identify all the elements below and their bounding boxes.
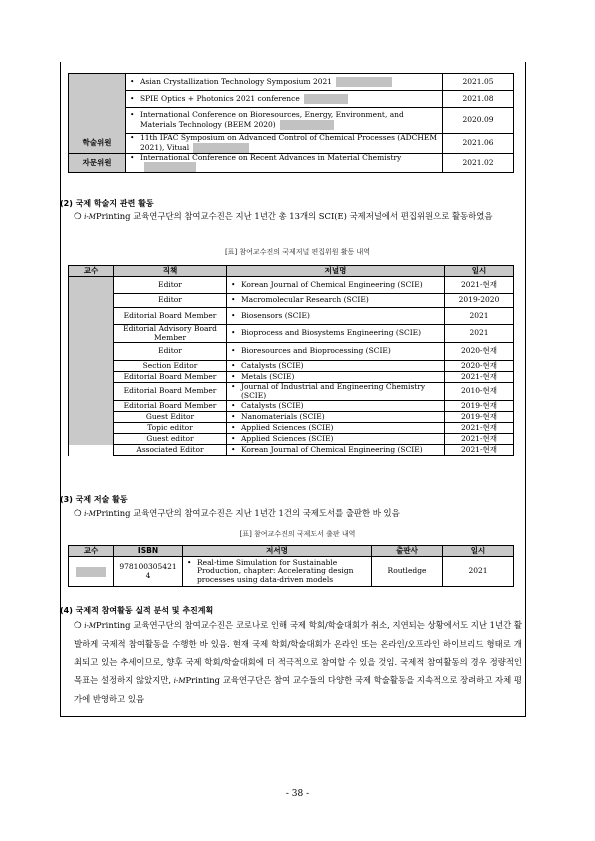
date-cell: 2020-현재 <box>445 343 514 361</box>
position-cell: Editor <box>114 343 227 361</box>
journal-cell: • Biosensors (SCIE) <box>227 308 445 325</box>
date-cell: 2021-현재 <box>445 277 514 294</box>
editor-row <box>69 343 514 361</box>
table3-caption: [표] 참여교수진의 국제도서 출판 내역 <box>239 530 356 538</box>
date-cell: 2021-현재 <box>445 434 514 445</box>
date-cell: 2020-현재 <box>445 361 514 372</box>
journal-cell: • Korean Journal of Chemical Engineering (SCIE) <box>227 277 445 294</box>
conference-name: • 11th IFAC Symposium on Advanced Control of Chemical Processes (ADCHEM 2021), Vitual <box>126 134 443 154</box>
date-cell: 2021 <box>445 325 514 343</box>
role-cell: 학술위원 <box>69 134 126 154</box>
editor-row <box>69 412 514 423</box>
journal-cell: • Catalysts (SCIE) <box>227 361 445 372</box>
redacted-professor <box>69 343 114 361</box>
journal-cell: • Catalysts (SCIE) <box>227 401 445 412</box>
journal-cell: • Macromolecular Research (SCIE) <box>227 294 445 308</box>
book-title: • Real-time Simulation for Sustainable Production, chapter: Accelerating design processes using data-driven models <box>183 557 372 587</box>
position-cell: Editor <box>114 277 227 294</box>
redacted-professor <box>69 294 114 308</box>
section2-heading: (2) 국제 학술지 관련 활동 <box>60 199 154 208</box>
imprinting-mark: i-M <box>84 213 96 221</box>
col-position: 직책 <box>114 266 227 277</box>
journal-cell: • Metals (SCIE) <box>227 372 445 383</box>
journal-cell: • Bioresources and Bioprocessing (SCIE) <box>227 343 445 361</box>
editor-row <box>69 383 514 401</box>
editor-row <box>69 423 514 434</box>
book-date: 2021 <box>443 557 514 587</box>
conference-row <box>69 74 514 91</box>
page-number: - 38 - <box>285 789 310 799</box>
redacted-professor <box>69 277 114 294</box>
conference-date: 2021.05 <box>443 74 514 91</box>
redacted-professor <box>69 401 114 412</box>
editor-row <box>69 372 514 383</box>
journal-cell: • Korean Journal of Chemical Engineering (SCIE) <box>227 445 445 456</box>
journal-cell: • Applied Sciences (SCIE) <box>227 434 445 445</box>
editor-row <box>69 308 514 325</box>
conference-name: • International Conference on Bioresources, Energy, Environment, and Materials Technology (BEEM 2020) <box>126 108 443 134</box>
position-cell: Guest editor <box>114 434 227 445</box>
redacted-professor <box>69 434 114 445</box>
section4-paragraph: ❍ i-MPrinting 교육연구단의 참여교수진은 코로나로 인해 국제 학회/학술대회가 취소, 지연되는 상황에서도 지난 1년간 활발하게 국제적 참여활동을 수행한 바 있음. 현재 국제 학회/학술대회가 온라인 또는 온라인/오프라인 하이브리드 형태로 개최되고 있는 추세이므로, 향후 국제 학회/학술대회에 더 적극적으로 참여할 수 있을 것임. 국제적 참여활동의 경우 정량적인 목표는 설정하지 않았지만, i-MPrinting 교육연구단은 참여 교수들의 다양한 국제 학술활동을 지속적으로 장려하고 자체 평가에 반영하고 있음 <box>74 620 523 704</box>
date-cell: 2019-현재 <box>445 412 514 423</box>
conference-name: • International Conference on Recent Advances in Material Chemistry <box>126 153 443 173</box>
journal-cell: • Journal of Industrial and Engineering Chemistry (SCIE) <box>227 383 445 401</box>
editor-table <box>68 265 514 456</box>
conference-row <box>69 108 514 134</box>
conference-row <box>69 134 514 154</box>
position-cell: Editorial Board Member <box>114 401 227 412</box>
redacted-professor <box>69 361 114 372</box>
journal-cell: • Bioprocess and Biosystems Engineering (SCIE) <box>227 325 445 343</box>
book-table: 교수 ISBN 저서명 출판사 일시 9781003054214 • Real-time Simulation for Sustainable Production, chapter: Accelerating design processes using data-driven models Routledge 2021 <box>68 545 514 587</box>
date-cell: 2010-현재 <box>445 383 514 401</box>
redacted-block <box>280 120 334 130</box>
position-cell: Editorial Board Member <box>114 372 227 383</box>
editor-row <box>69 277 514 294</box>
role-cell <box>69 91 126 108</box>
redacted-professor <box>69 383 114 401</box>
conference-row <box>69 153 514 173</box>
role-cell: 자문위원 <box>69 153 126 173</box>
redacted-professor <box>69 557 114 587</box>
redacted-block <box>193 143 249 153</box>
col-date: 일시 <box>445 266 514 277</box>
section3-paragraph: ❍ i-MPrinting 교육연구단의 참여교수진은 지난 1년간 1건의 국제도서를 출판한 바 있음 <box>74 508 400 518</box>
position-cell: Editorial Board Member <box>114 383 227 401</box>
editor-row <box>69 445 514 456</box>
role-cell <box>69 74 126 91</box>
position-cell: Guest Editor <box>114 412 227 423</box>
conference-date: 2020.09 <box>443 108 514 134</box>
redacted-professor <box>69 445 114 456</box>
redacted-professor <box>69 308 114 325</box>
position-cell: Topic editor <box>114 423 227 434</box>
section2-paragraph: ❍ i-MPrinting 교육연구단의 참여교수진은 지난 1년간 총 13개의 SCI(E) 국제저널에서 편집위원으로 활동하였음 <box>74 211 493 221</box>
editor-row <box>69 294 514 308</box>
date-cell: 2021 <box>445 308 514 325</box>
redacted-block <box>144 162 196 172</box>
table2-caption: [표] 참여교수진의 국제저널 편집위원 활동 내역 <box>224 248 371 256</box>
editor-row <box>69 401 514 412</box>
conference-date: 2021.02 <box>443 153 514 173</box>
col-professor: 교수 <box>69 266 114 277</box>
redacted-professor <box>69 412 114 423</box>
position-cell: Editorial Board Member <box>114 308 227 325</box>
redacted-professor <box>69 423 114 434</box>
position-cell: Associated Editor <box>114 445 227 456</box>
date-cell: 2021-현재 <box>445 423 514 434</box>
section3-heading: (3) 국제 저술 활동 <box>60 495 128 504</box>
editor-row <box>69 325 514 343</box>
position-cell: Editor <box>114 294 227 308</box>
role-cell <box>69 108 126 134</box>
journal-cell: • Applied Sciences (SCIE) <box>227 423 445 434</box>
col-journal: 저널명 <box>227 266 445 277</box>
redacted-professor <box>69 372 114 383</box>
redacted-professor <box>69 325 114 343</box>
section4-heading: (4) 국제적 참여활동 실적 분석 및 추진계획 <box>60 606 214 615</box>
publisher-cell: Routledge <box>372 557 443 587</box>
conference-name: • SPIE Optics + Photonics 2021 conference <box>126 91 443 108</box>
editor-row <box>69 361 514 372</box>
date-cell: 2021-현재 <box>445 445 514 456</box>
redacted-block <box>304 94 348 104</box>
position-cell: Editorial Advisory Board Member <box>114 325 227 343</box>
conference-name: • Asian Crystallization Technology Symposium 2021 <box>126 74 443 91</box>
conference-row <box>69 91 514 108</box>
conference-table <box>68 73 514 173</box>
redacted-block <box>336 77 392 87</box>
journal-cell: • Nanomaterials (SCIE) <box>227 412 445 423</box>
date-cell: 2019-현재 <box>445 401 514 412</box>
isbn-cell: 9781003054214 <box>114 557 183 587</box>
conference-date: 2021.06 <box>443 134 514 154</box>
date-cell: 2019-2020 <box>445 294 514 308</box>
editor-row <box>69 434 514 445</box>
date-cell: 2021-현재 <box>445 372 514 383</box>
conference-date: 2021.08 <box>443 91 514 108</box>
position-cell: Section Editor <box>114 361 227 372</box>
